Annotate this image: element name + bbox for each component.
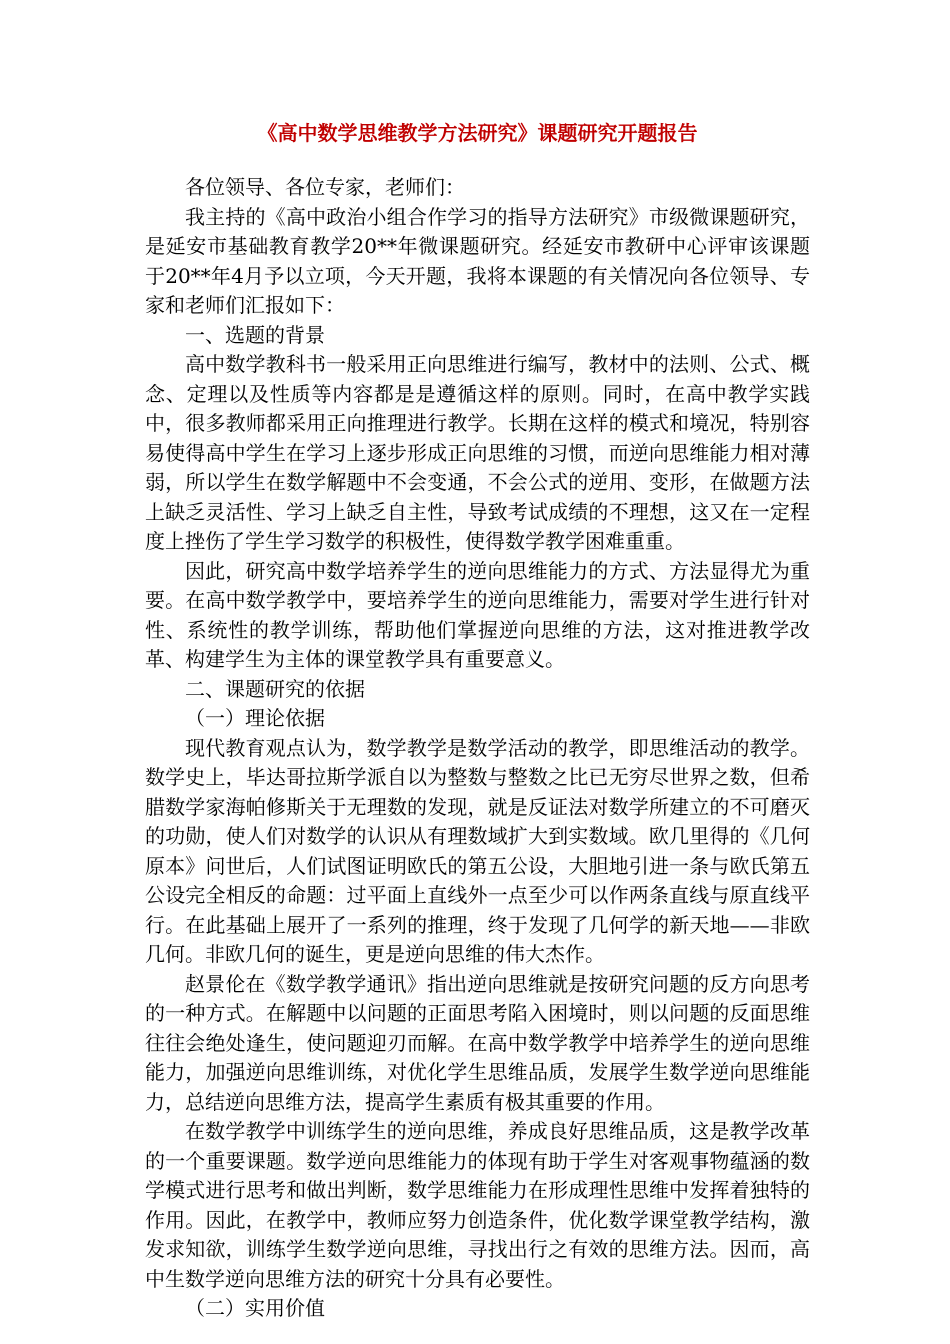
section-1-heading: 一、选题的背景	[185, 322, 325, 347]
document-title: 《高中数学思维教学方法研究》课题研究开题报告	[257, 121, 698, 145]
subsection-1-paragraph-3: 在数学教学中训练学生的逆向思维，养成良好思维品质，这是教学改革的一个重要课题。数学逆向思维能力的体现有助于学生对客观事物蕴涵的数学模式进行思考和做出判断，数学思维能力在形成理性思维中发挥着独特的作用。因此，在教学中，教师应努力创造条件，优化数学课堂教学结构，激发求知欲，训练学生数学逆向思维，寻找出行之有效的思维方法。因而，高中生数学逆向思维方法的研究十分具有必要性。	[145, 1119, 810, 1291]
subsection-1-paragraph-1: 现代教育观点认为，数学教学是数学活动的教学，即思维活动的教学。数学史上，毕达哥拉斯学派自以为整数与整数之比已无穷尽世界之数，但希腊数学家海帕修斯关于无理数的发现，就是反证法对数学所建立的不可磨灭的功勋，使人们对数学的认识从有理数域扩大到实数域。欧几里得的《几何原本》问世后，人们试图证明欧氏的第五公设，大胆地引进一条与欧氏第五公设完全相反的命题：过平面上直线外一点至少可以作两条直线与原直线平行。在此基础上展开了一系列的推理，终于发现了几何学的新天地——非欧几何。非欧几何的诞生，更是逆向思维的伟大杰作。	[145, 735, 810, 966]
subsection-2-heading: （二）实用价值	[185, 1296, 325, 1320]
document-page	[145, 118, 810, 1324]
salutation: 各位领导、各位专家，老师们：	[185, 175, 465, 199]
subsection-1-heading: （一）理论依据	[185, 706, 325, 730]
section-2-heading: 二、课题研究的依据	[185, 676, 365, 701]
section-1-paragraph-2: 因此，研究高中数学培养学生的逆向思维能力的方式、方法显得尤为重要。在高中数学教学中，要培养学生的逆向思维能力，需要对学生进行针对性、系统性的教学训练，帮助他们掌握逆向思维的方法，这对推进教学改革、构建学生为主体的课堂教学具有重要意义。	[145, 558, 810, 671]
subsection-1-paragraph-2: 赵景伦在《数学教学通讯》指出逆向思维就是按研究问题的反方向思考的一种方式。在解题中以问题的正面思考陷入困境时，则以问题的反面思维往往会绝处逢生，使问题迎刃而解。在高中数学教学中培养学生的逆向思维能力，加强逆向思维训练，对优化学生思维品质，发展学生数学逆向思维能力，总结逆向思维方法，提高学生素质有极其重要的作用。	[145, 971, 810, 1114]
intro-paragraph: 我主持的《高中政治小组合作学习的指导方法研究》市级微课题研究，是延安市基础教育教学20**年微课题研究。经延安市教研中心评审该课题于20**年4月予以立项，今天开题，我将本课题的有关情况向各位领导、专家和老师们汇报如下：	[145, 204, 810, 317]
section-1-paragraph-1: 高中数学教科书一般采用正向思维进行编写，教材中的法则、公式、概念、定理以及性质等内容都是是遵循这样的原则。同时，在高中教学实践中，很多教师都采用正向推理进行教学。长期在这样的模式和境况，特别容易使得高中学生在学习上逐步形成正向思维的习惯，而逆向思维能力相对薄弱，所以学生在数学解题中不会变通，不会公式的逆用、变形，在做题方法上缺乏灵活性、学习上缺乏自主性，导致考试成绩的不理想，这又在一定程度上挫伤了学生学习数学的积极性，使得数学教学困难重重。	[145, 352, 810, 553]
